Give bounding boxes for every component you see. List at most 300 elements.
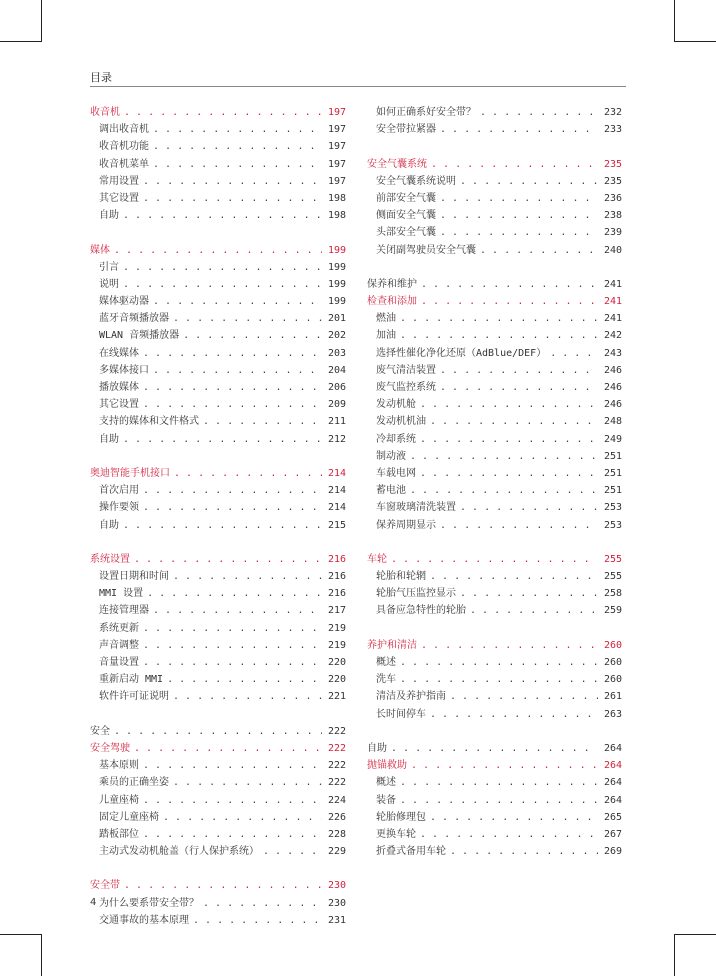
toc-entry-title: 音量设置 [99,657,139,668]
dot-leader [430,706,598,723]
toc-entry-page: 261 [603,691,622,703]
toc-entry-title: 乘员的正确坐姿 [99,777,169,789]
dot-leader [143,826,322,843]
toc-chapter-entry[interactable] [367,276,622,293]
toc-entry-title: 软件许可证说明 [99,691,169,703]
toc-entry-page: 251 [603,450,622,462]
crop-mark [41,0,42,42]
toc-entry-page: 259 [603,605,622,617]
toc-section-entry[interactable] [90,190,346,207]
toc-entry-page: 253 [603,502,622,514]
toc-section-entry[interactable] [90,620,346,637]
toc-entry-title: 安全带 [90,880,120,892]
toc-chapter-entry[interactable] [90,740,346,757]
toc-entry-title: 废气清洁装置 [376,364,436,376]
toc-section-entry[interactable] [90,482,346,499]
header-divider [90,86,626,87]
toc-section-entry[interactable] [367,310,622,327]
toc-entry-title: 检查和添加 [367,296,417,308]
toc-entry-page: 229 [327,846,346,858]
toc-entry-page: 255 [603,571,622,583]
toc-section-entry[interactable] [367,379,622,396]
toc-entry-title: 前部安全气囊 [376,192,436,204]
toc-section-entry[interactable] [90,637,346,654]
dot-leader [123,207,322,224]
toc-section-entry[interactable] [90,602,346,619]
toc-entry-title: 蓝牙音频播放器 [99,313,169,325]
section-gap [90,706,346,723]
toc-section-entry[interactable] [367,517,622,534]
toc-entry-title: 车载电网 [376,467,416,479]
toc-entry-page: 253 [603,519,622,531]
dot-leader [147,585,322,602]
toc-entry-page: 199 [327,296,346,308]
toc-entry-title: 制动液 [376,450,406,462]
toc-entry-page: 199 [327,278,346,290]
toc-section-entry[interactable] [90,362,346,379]
toc-entry-title: 操作要领 [99,502,139,514]
toc-entry-title: 加油 [376,330,396,342]
toc-section-entry[interactable] [367,242,622,259]
dot-leader [153,293,322,310]
toc-section-entry[interactable] [90,654,346,671]
section-gap [367,723,622,740]
toc-section-entry[interactable] [367,602,622,619]
dot-leader [391,740,598,757]
dot-leader [391,551,598,568]
section-gap [90,224,346,241]
dot-leader [203,413,322,430]
toc-entry-page: 197 [327,107,346,118]
dot-leader [143,379,322,396]
dot-leader [143,654,322,671]
toc-entry-title: 装备 [376,794,396,806]
dot-leader [440,362,598,379]
toc-entry-title: MMI 设置 [99,588,144,600]
toc-entry-title: 抛锚救助 [367,760,407,772]
toc-section-entry[interactable] [367,413,622,430]
toc-section-entry[interactable] [367,431,622,448]
dot-leader [123,276,322,293]
toc-entry-title: 主动式发动机舱盖（行人保护系统） [99,846,259,858]
crop-mark [0,41,42,42]
toc-section-entry[interactable] [367,121,622,138]
dot-leader [163,809,322,826]
toc-entry-page: 241 [603,313,622,325]
toc-entry-page: 197 [327,158,346,170]
toc-entry-page: 246 [603,382,622,393]
dot-leader [550,345,598,362]
toc-section-entry[interactable] [367,843,622,860]
toc-entry-title: 自助 [99,519,119,531]
toc-section-entry[interactable] [367,499,622,516]
dot-leader [193,912,322,929]
toc-entry-title: 引言 [99,261,119,273]
dot-leader [470,602,598,619]
toc-entry-page: 269 [603,846,622,858]
toc-entry-page: 264 [603,760,622,772]
toc-section-entry[interactable] [90,792,346,809]
dot-leader [410,482,598,499]
toc-section-entry[interactable] [367,826,622,843]
toc-entry-page: 242 [603,330,622,342]
toc-entry-page: 209 [327,399,346,411]
toc-section-entry[interactable] [367,173,622,190]
toc-entry-page: 267 [603,828,622,840]
dot-leader [440,190,598,207]
toc-section-entry[interactable] [90,259,346,276]
toc-entry-title: 系统设置 [90,553,130,565]
toc-section-entry[interactable] [90,671,346,688]
toc-entry-page: 214 [327,502,346,514]
toc-entry-page: 260 [603,639,622,651]
toc-section-entry[interactable] [90,843,346,860]
dot-leader [143,345,322,362]
toc-section-entry[interactable] [90,156,346,173]
dot-leader [134,551,322,568]
dot-leader [153,138,322,155]
dot-leader [421,637,598,654]
dot-leader [421,293,598,310]
toc-entry-page: 235 [603,158,622,170]
toc-section-entry[interactable] [367,327,622,344]
dot-leader [153,121,322,138]
dot-leader [153,156,322,173]
toc-chapter-entry[interactable] [90,723,346,740]
toc-entry-title: 踏板部位 [99,828,139,840]
toc-chapter-entry[interactable] [367,757,622,774]
toc-entry-page: 232 [603,107,622,118]
toc-section-entry[interactable] [90,293,346,310]
toc-chapter-entry[interactable] [90,242,346,259]
toc-section-entry[interactable] [90,310,346,327]
toc-entry-title: 冷却系统 [376,433,416,445]
dot-leader [173,310,322,327]
toc-entry-title: 媒体 [90,244,110,256]
toc-section-entry[interactable] [90,757,346,774]
toc-chapter-entry[interactable] [367,551,622,568]
toc-section-entry[interactable] [367,809,622,826]
toc-entry-title: 其它设置 [99,192,139,204]
dot-leader [400,792,598,809]
toc-entry-title: WLAN 音频播放器 [99,330,180,342]
dot-leader [143,637,322,654]
toc-entry-page: 212 [327,433,346,445]
dot-leader [460,585,598,602]
toc-entry-page: 217 [327,605,346,617]
toc-entry-page: 236 [603,192,622,204]
section-gap [90,448,346,465]
toc-entry-page: 230 [327,897,346,909]
toc-entry-title: 支持的媒体和文件格式 [99,416,199,428]
toc-entry-title: 安全气囊系统 [367,158,427,170]
toc-section-entry[interactable] [90,912,346,929]
dot-leader [440,224,598,241]
toc-entry-title: 废气监控系统 [376,382,436,393]
toc-entry-title: 选择性催化净化还原（AdBlue/DEF） [376,347,547,359]
toc-entry-page: 238 [603,210,622,222]
toc-section-entry[interactable] [90,809,346,826]
dot-leader [153,602,322,619]
toc-section-entry[interactable] [90,585,346,602]
toc-section-entry[interactable] [367,585,622,602]
toc-entry-page: 216 [327,588,346,600]
dot-leader [123,259,322,276]
dot-leader [143,396,322,413]
dot-leader [460,173,598,190]
toc-entry-title: 概述 [376,777,396,789]
dot-leader [263,843,322,860]
toc-section-entry[interactable] [367,482,622,499]
toc-entry-title: 重新启动 MMI [99,674,164,686]
toc-entry-page: 215 [327,519,346,531]
toc-entry-title: 基本原则 [99,760,139,772]
section-gap [90,860,346,877]
toc-section-entry[interactable] [90,121,346,138]
toc-chapter-entry[interactable] [367,156,622,173]
toc-entry-title: 播放媒体 [99,382,139,393]
dot-leader [431,156,598,173]
dot-leader [134,740,322,757]
toc-section-entry[interactable] [90,431,346,448]
toc-section-entry[interactable] [367,654,622,671]
dot-leader [440,517,598,534]
toc-chapter-entry[interactable] [90,104,346,121]
dot-leader [410,448,598,465]
dot-leader [440,379,598,396]
toc-entry-title: 概述 [376,657,396,668]
toc-section-entry[interactable] [367,706,622,723]
toc-entry-title: 收音机 [90,107,120,118]
crop-mark [674,934,716,935]
toc-entry-page: 255 [603,553,622,565]
toc-chapter-entry[interactable] [367,293,622,310]
crop-mark [674,0,675,42]
toc-entry-title: 折叠式备用车轮 [376,846,446,858]
toc-entry-title: 系统更新 [99,622,139,634]
toc-entry-page: 265 [603,811,622,823]
dot-leader [440,207,598,224]
toc-entry-page: 230 [327,880,346,892]
dot-leader [460,499,598,516]
dot-leader [421,276,598,293]
toc-entry-page: 243 [603,347,622,359]
toc-entry-title: 其它设置 [99,399,139,411]
toc-entry-title: 洗车 [376,674,396,686]
toc-entry-page: 199 [327,244,346,256]
toc-entry-page: 197 [327,175,346,187]
toc-entry-page: 251 [603,467,622,479]
toc-section-entry[interactable] [367,688,622,705]
toc-entry-page: 246 [603,364,622,376]
toc-entry-page: 241 [603,278,622,290]
toc-right-column [367,104,622,860]
toc-entry-title: 更换车轮 [376,828,416,840]
toc-entry-page: 263 [603,708,622,720]
toc-section-entry[interactable] [90,499,346,516]
dot-leader [480,104,598,121]
crop-mark [674,934,675,976]
toc-section-entry[interactable] [367,190,622,207]
toc-section-entry[interactable] [90,396,346,413]
toc-entry-page: 198 [327,192,346,204]
toc-section-entry[interactable] [90,327,346,344]
toc-section-entry[interactable] [367,671,622,688]
toc-section-entry[interactable] [90,774,346,791]
toc-section-entry[interactable] [90,276,346,293]
dot-leader [114,723,322,740]
toc-entry-title: 设置日期和时间 [99,571,169,583]
toc-entry-page: 251 [603,485,622,497]
toc-entry-page: 204 [327,364,346,376]
dot-leader [203,895,322,912]
toc-section-entry[interactable] [367,465,622,482]
toc-chapter-entry[interactable] [367,637,622,654]
toc-entry-page: 220 [327,674,346,686]
toc-section-entry[interactable] [367,774,622,791]
dot-leader [400,327,598,344]
toc-entry-page: 226 [327,811,346,823]
toc-entry-title: 轮胎和轮辋 [376,571,426,583]
toc-section-entry[interactable] [90,207,346,224]
toc-entry-title: 发动机机油 [376,416,426,428]
toc-entry-title: 侧面安全气囊 [376,210,436,222]
toc-entry-page: 203 [327,347,346,359]
toc-section-entry[interactable] [367,345,622,362]
dot-leader [114,242,322,259]
toc-entry-title: 奥迪智能手机接口 [90,467,170,479]
dot-leader [173,568,322,585]
toc-entry-page: 222 [327,742,346,754]
toc-entry-title: 在线媒体 [99,347,139,359]
toc-entry-title: 安全带拉紧器 [376,124,436,136]
toc-entry-page: 197 [327,124,346,136]
dot-leader [143,620,322,637]
toc-section-entry[interactable] [90,826,346,843]
toc-entry-page: 248 [603,416,622,428]
toc-entry-page: 235 [603,175,622,187]
section-gap [367,534,622,551]
dot-leader [440,121,598,138]
toc-entry-page: 260 [603,674,622,686]
crop-mark [0,934,42,935]
toc-entry-page: 260 [603,657,622,668]
toc-entry-page: 222 [327,725,346,737]
toc-section-entry[interactable] [90,568,346,585]
section-gap [367,259,622,276]
toc-section-entry[interactable] [90,345,346,362]
dot-leader [420,826,598,843]
toc-entry-page: 216 [327,553,346,565]
toc-section-entry[interactable] [367,224,622,241]
toc-entry-title: 媒体驱动器 [99,296,149,308]
toc-entry-title: 常用设置 [99,175,139,187]
toc-entry-page: 224 [327,794,346,806]
dot-leader [143,792,322,809]
dot-leader [143,173,322,190]
toc-section-entry[interactable] [367,362,622,379]
toc-entry-title: 自助 [99,433,119,445]
toc-entry-page: 219 [327,622,346,634]
toc-section-entry[interactable] [367,792,622,809]
toc-entry-title: 调出收音机 [99,124,149,136]
toc-entry-title: 长时间停车 [376,708,426,720]
toc-entry-page: 197 [327,141,346,153]
toc-chapter-entry[interactable] [90,465,346,482]
dot-leader [173,774,322,791]
page-number: 4 [90,897,97,908]
toc-entry-page: 228 [327,828,346,840]
toc-entry-page: 240 [603,244,622,256]
toc-entry-title: 自助 [367,742,387,754]
dot-leader [173,688,322,705]
toc-entry-page: 199 [327,261,346,273]
section-gap [90,534,346,551]
toc-entry-title: 蓄电池 [376,485,406,497]
toc-section-entry[interactable] [90,895,346,912]
toc-entry-title: 安全 [90,725,110,737]
toc-entry-title: 具备应急特性的轮胎 [376,605,466,617]
toc-section-entry[interactable] [90,138,346,155]
toc-entry-page: 214 [327,485,346,497]
dot-leader [411,757,598,774]
dot-leader [124,104,322,121]
toc-entry-title: 儿童座椅 [99,794,139,806]
toc-section-entry[interactable] [90,173,346,190]
toc-chapter-entry[interactable] [90,877,346,894]
dot-leader [420,465,598,482]
toc-section-entry[interactable] [90,379,346,396]
toc-entry-title: 固定儿童座椅 [99,811,159,823]
toc-entry-title: 为什么要系带安全带？ [99,897,199,909]
dot-leader [400,654,598,671]
toc-entry-title: 保养和维护 [367,278,417,290]
toc-entry-title: 收音机菜单 [99,158,149,170]
toc-left-column [90,104,346,929]
toc-section-entry[interactable] [367,396,622,413]
dot-leader [420,431,598,448]
toc-entry-page: 206 [327,382,346,393]
toc-entry-page: 264 [603,794,622,806]
toc-section-entry[interactable] [90,688,346,705]
toc-section-entry[interactable] [90,413,346,430]
toc-entry-page: 222 [327,760,346,772]
toc-section-entry[interactable] [367,448,622,465]
toc-entry-title: 安全驾驶 [90,742,130,754]
toc-chapter-entry[interactable] [367,740,622,757]
dot-leader [143,190,322,207]
toc-section-entry[interactable] [90,517,346,534]
toc-entry-title: 轮胎修理包 [376,811,426,823]
toc-entry-title: 车轮 [367,553,387,565]
toc-entry-page: 264 [603,742,622,754]
toc-section-entry[interactable] [367,568,622,585]
toc-section-entry[interactable] [367,104,622,121]
section-gap [367,138,622,155]
toc-chapter-entry[interactable] [90,551,346,568]
toc-entry-title: 交通事故的基本原理 [99,914,189,926]
toc-section-entry[interactable] [367,207,622,224]
toc-entry-title: 保养周期显示 [376,519,436,531]
dot-leader [143,482,322,499]
toc-entry-page: 201 [327,313,346,325]
toc-entry-page: 258 [603,588,622,600]
dot-leader [400,774,598,791]
dot-leader [123,431,322,448]
toc-entry-title: 首次启用 [99,485,139,497]
toc-entry-page: 233 [603,124,622,136]
toc-entry-title: 清洁及养护指南 [376,691,446,703]
